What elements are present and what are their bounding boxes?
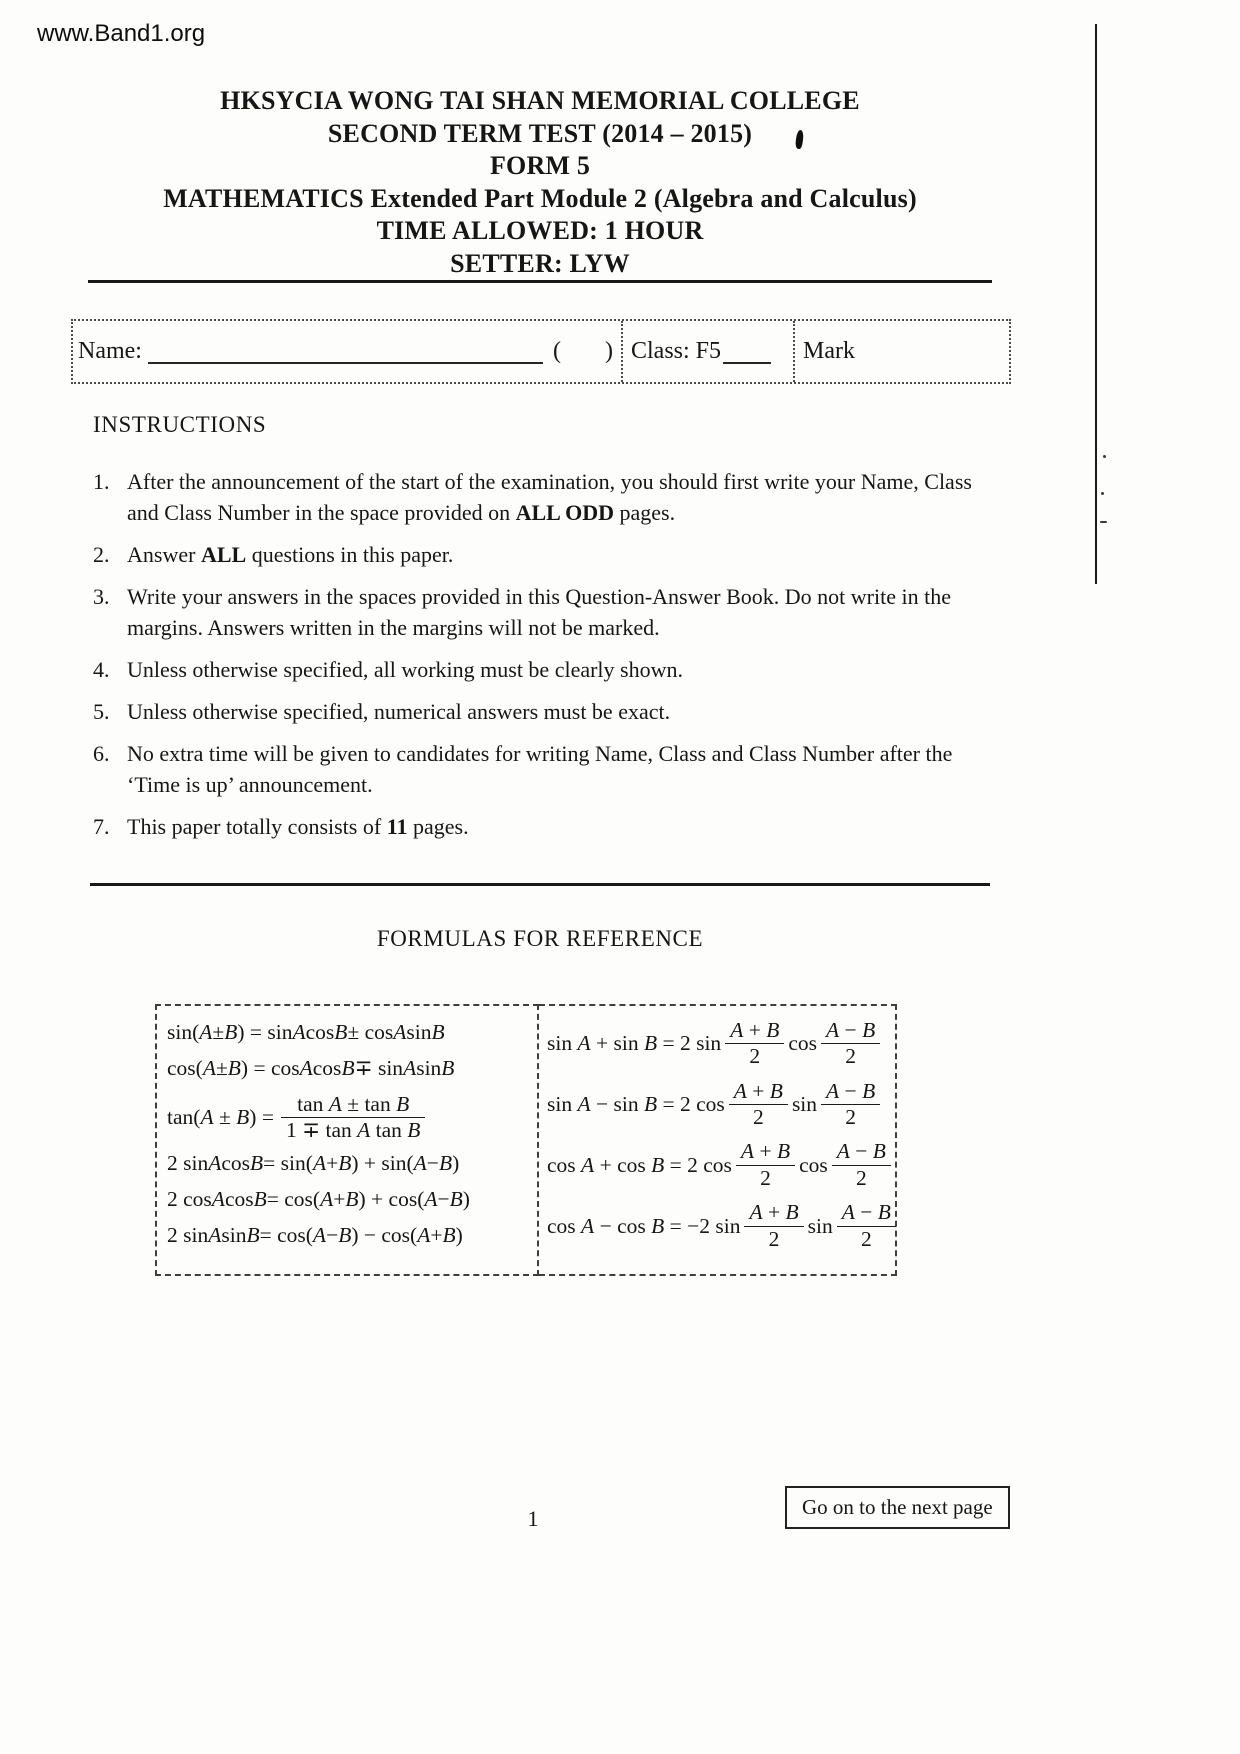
class-blank-line xyxy=(723,340,771,364)
fraction-numerator: A + B xyxy=(725,1018,784,1044)
fraction-numerator: A − B xyxy=(821,1079,880,1105)
fraction-numerator: A + B xyxy=(744,1200,803,1226)
page-number: 1 xyxy=(527,1506,539,1531)
instruction-item xyxy=(93,738,990,800)
instruction-number: 5. xyxy=(93,699,110,724)
instruction-text: Unless otherwise specified, all working must be clearly shown. xyxy=(127,657,683,682)
fraction-denominator: 1 ∓ tan A tan B xyxy=(285,1118,421,1143)
class-cell xyxy=(621,321,793,382)
formula-sin-plus-sin: sin A + sin B = 2 sin $\frac{A + B}{2}$ cos $\frac{A - B}{2}$ xyxy=(547,1018,889,1070)
fraction-denominator: 2 xyxy=(752,1105,764,1130)
fraction-denominator: 2 xyxy=(860,1226,872,1251)
header-divider-rule xyxy=(88,280,992,283)
instruction-item xyxy=(93,696,990,727)
class-number-paren-open: ( xyxy=(553,338,561,364)
header-school-name: HKSYCIA WONG TAI SHAN MEMORIAL COLLEGE xyxy=(220,86,860,115)
fraction-denominator: 2 xyxy=(845,1044,856,1069)
site-watermark: www.Band1.org xyxy=(37,20,206,47)
header-subject: MATHEMATICS Extended Part Module 2 (Algebra and Calculus) xyxy=(163,183,917,213)
formula-sin-sum: sin( A ± B ) = sin A cos B ± cos A sin B xyxy=(167,1020,445,1044)
section-divider-rule xyxy=(90,883,990,886)
scan-artifact-line xyxy=(1095,24,1097,584)
instruction-number: 4. xyxy=(93,657,110,682)
class-label: Class: F5 xyxy=(631,338,722,364)
instruction-text: This paper totally consists of 11 pages. xyxy=(127,814,469,839)
instruction-number: 3. xyxy=(93,584,110,609)
scan-artifact-speck xyxy=(1101,492,1104,495)
fraction-numerator: tan A ± tan B xyxy=(281,1092,425,1118)
formula-product-sinsin: 2 sin A sin B = cos( A − B ) − cos( A + B ) xyxy=(167,1222,463,1247)
scan-artifact-speck xyxy=(1103,455,1106,458)
header-time-allowed: TIME ALLOWED: 1 HOUR xyxy=(376,216,704,246)
fraction xyxy=(281,1092,425,1144)
formula-sin-minus-sin: sin A − sin B = 2 cos $\frac{A + B}{2}$ sin $\frac{A - B}{2}$ xyxy=(547,1079,889,1131)
fraction-denominator: 2 xyxy=(845,1105,856,1130)
formulas-title: FORMULAS FOR REFERENCE xyxy=(376,926,704,951)
formula-tan-lhs: tan(A ± B) = xyxy=(167,1105,274,1130)
fraction xyxy=(729,1079,788,1131)
class-number-paren-close: ) xyxy=(605,338,613,364)
fraction-numerator: A + B xyxy=(729,1079,788,1105)
fraction xyxy=(725,1018,784,1070)
instruction-item xyxy=(93,811,990,842)
fraction-denominator: 2 xyxy=(855,1165,867,1190)
instruction-item xyxy=(93,654,990,685)
name-box xyxy=(71,319,1011,384)
instruction-item xyxy=(93,466,990,528)
fraction-numerator: A − B xyxy=(837,1200,896,1226)
instructions-section xyxy=(93,412,990,853)
scan-artifact-speck xyxy=(1100,521,1107,523)
formula-cos-minus-cos: cos A − cos B = −2 sin $\frac{A + B}{2}$ sin $\frac{A - B}{2}$ xyxy=(547,1200,889,1252)
fraction xyxy=(744,1200,803,1252)
mark-label: Mark xyxy=(803,338,855,364)
header-exam-title: SECOND TERM TEST (2014 – 2015) xyxy=(327,118,753,148)
formula-product-coscos: 2 cos A cos B = cos( A + B ) + cos( A − B ) xyxy=(167,1186,470,1211)
fraction-denominator: 2 xyxy=(768,1226,780,1251)
name-cell xyxy=(73,321,621,382)
instruction-text: After the announcement of the start of the examination, you should first write your Name, Class and Class Number in the space provided on ALL ODD pages. xyxy=(127,469,972,525)
header-form: FORM 5 xyxy=(489,151,591,181)
fraction xyxy=(837,1200,896,1252)
formula-product-sincos: 2 sin A cos B = sin( A + B ) + sin( A − B ) xyxy=(167,1150,460,1175)
exam-header xyxy=(50,85,1030,281)
fraction-denominator: 2 xyxy=(760,1165,771,1190)
fraction xyxy=(736,1139,795,1191)
fraction xyxy=(821,1018,880,1070)
mark-cell xyxy=(793,321,1009,382)
instruction-number: 1. xyxy=(93,469,110,494)
name-blank-line xyxy=(148,340,543,364)
formula-box-sum-to-product xyxy=(539,1004,897,1276)
formula-cos-plus-cos: cos A + cos B = 2 cos $\frac{A + B}{2}$ cos $\frac{A - B}{2}$ xyxy=(547,1139,889,1191)
instruction-number: 6. xyxy=(93,741,110,766)
header-setter: SETTER: LYW xyxy=(450,248,630,278)
instruction-number: 7. xyxy=(93,814,110,839)
go-next-page-box: Go on to the next page xyxy=(785,1486,1010,1529)
fraction-numerator: A − B xyxy=(821,1018,880,1044)
fraction-numerator: A − B xyxy=(832,1139,891,1165)
instruction-number: 2. xyxy=(93,542,110,567)
formula-tan-sum xyxy=(167,1092,529,1144)
instruction-item xyxy=(93,581,990,643)
instruction-text: Unless otherwise specified, numerical answers must be exact. xyxy=(127,699,671,724)
formula-box-compound-angle xyxy=(155,1004,539,1276)
instructions-title: INSTRUCTIONS xyxy=(93,412,267,437)
instruction-text: Write your answers in the spaces provided in this Question-Answer Book. Do not write in the margins. Answers written in the margins will not be marked. xyxy=(127,584,951,640)
fraction-numerator: A + B xyxy=(736,1139,795,1165)
fraction xyxy=(832,1139,891,1191)
formula-cos-sum: cos( A ± B ) = cos A cos B ∓ sin A sin B xyxy=(167,1056,455,1080)
instruction-text: Answer ALL questions in this paper. xyxy=(127,542,454,567)
fraction xyxy=(821,1079,880,1131)
fraction-denominator: 2 xyxy=(749,1044,761,1069)
name-label: Name: xyxy=(78,338,142,364)
formula-boxes xyxy=(155,1004,897,1276)
instruction-text: No extra time will be given to candidates for writing Name, Class and Class Number after the ‘Time is up’ announcement. xyxy=(127,741,953,797)
instruction-item xyxy=(93,539,990,570)
